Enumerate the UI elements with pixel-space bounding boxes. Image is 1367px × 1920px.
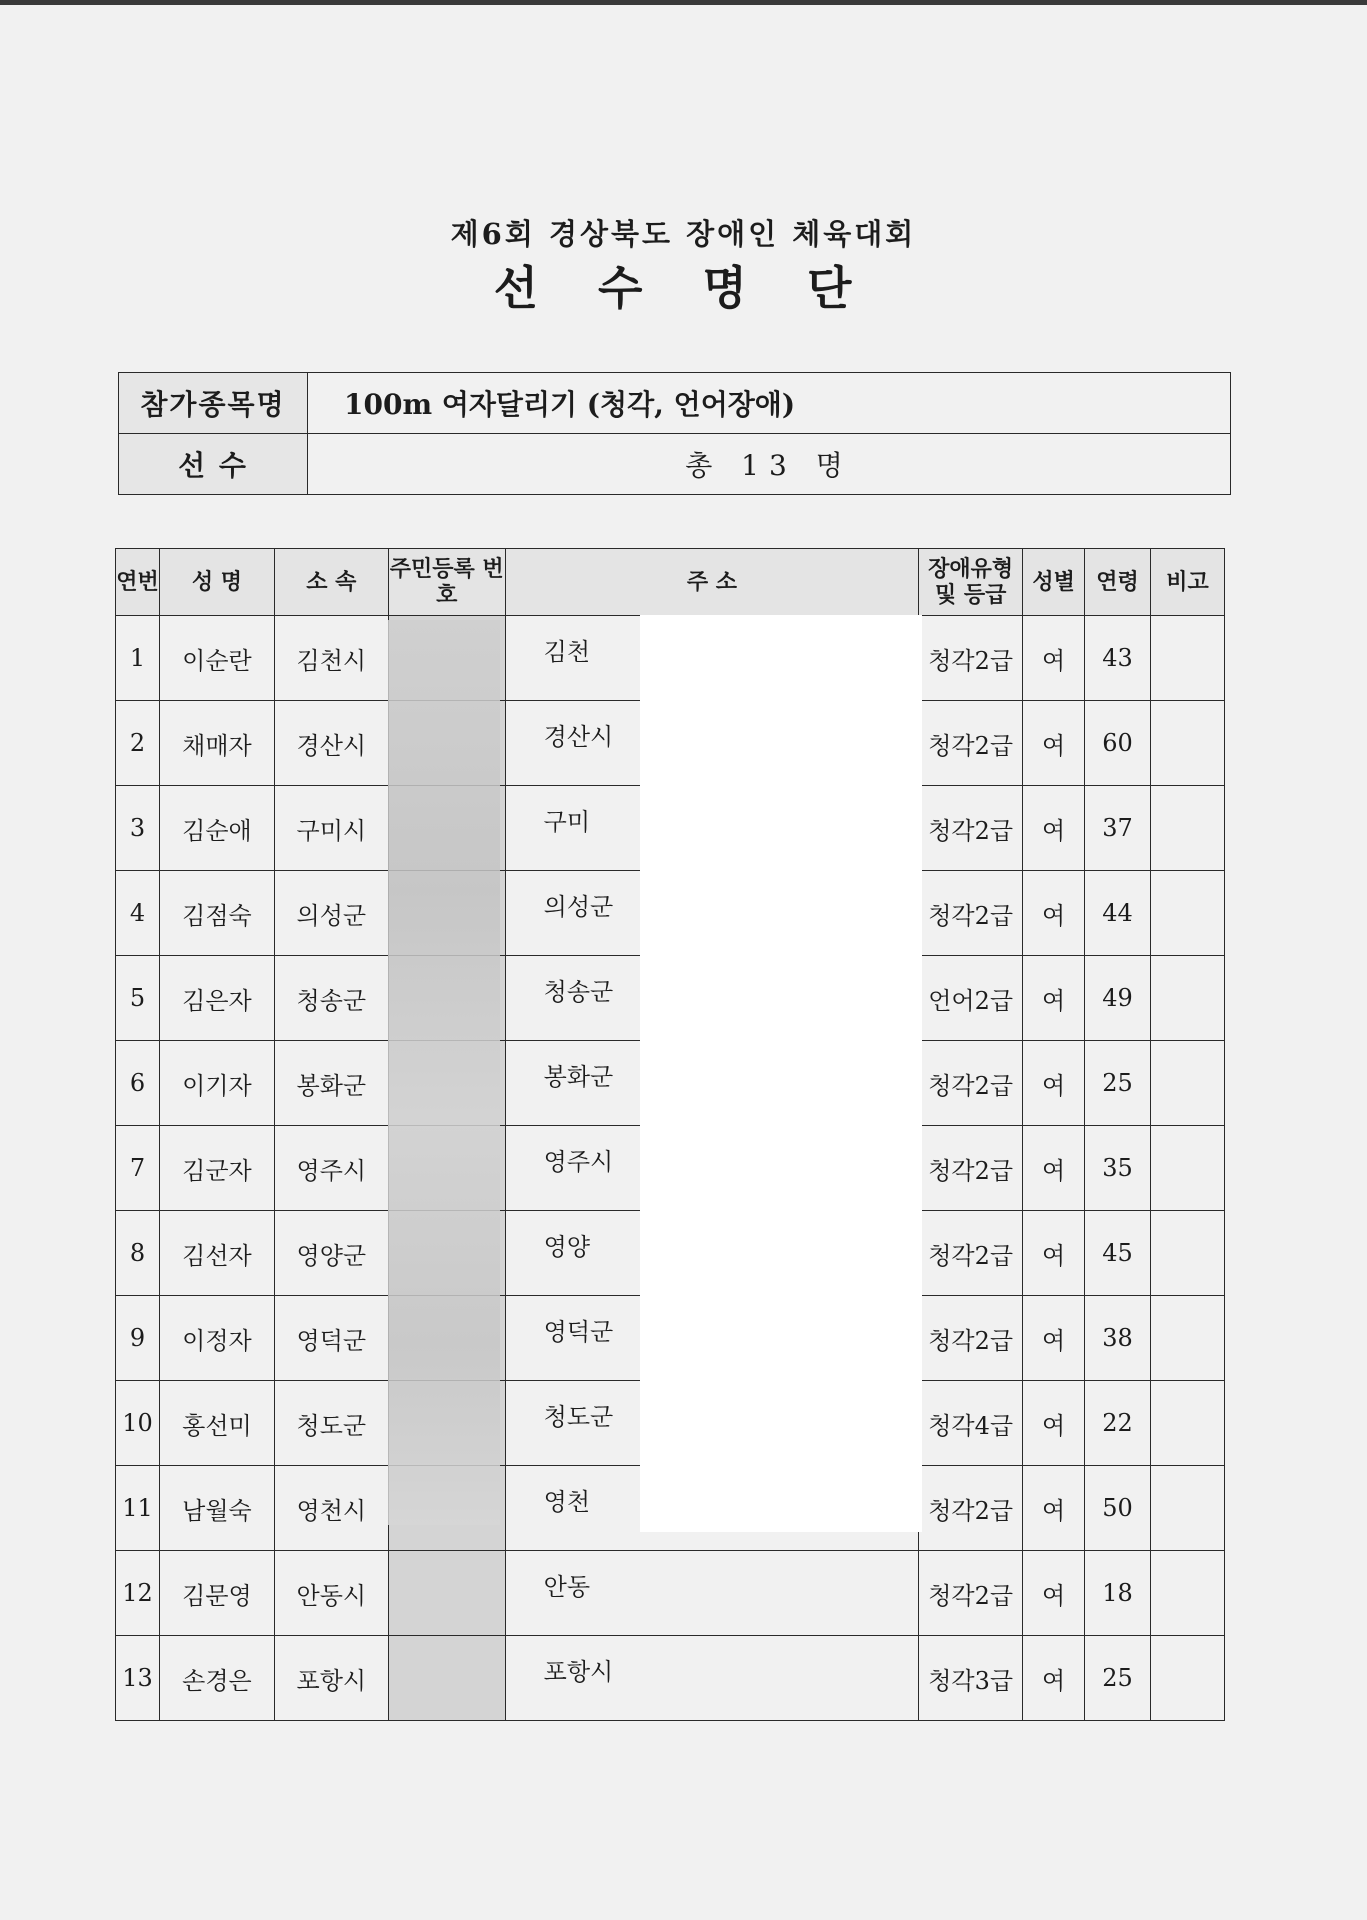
- event-value: 100m 여자달리기 (청각, 언어장애): [308, 373, 1231, 434]
- row-gender: 여: [1023, 616, 1085, 701]
- row-name: 손경은: [159, 1636, 274, 1721]
- header-gender: 성별: [1023, 549, 1085, 616]
- row-disability: 언어2급: [919, 956, 1023, 1041]
- row-no: 10: [116, 1381, 160, 1466]
- row-note: [1151, 1466, 1225, 1551]
- row-gender: 여: [1023, 1211, 1085, 1296]
- header-affiliation: 소 속: [274, 549, 388, 616]
- row-note: [1151, 1126, 1225, 1211]
- scan-top-edge: [0, 0, 1367, 5]
- row-affiliation: 청도군: [274, 1381, 388, 1466]
- row-no: 2: [116, 701, 160, 786]
- row-affiliation: 영주시: [274, 1126, 388, 1211]
- row-name: 김선자: [159, 1211, 274, 1296]
- row-gender: 여: [1023, 1041, 1085, 1126]
- row-no: 8: [116, 1211, 160, 1296]
- document-subtitle: 선 수 명 단: [493, 261, 874, 315]
- row-age: 49: [1085, 956, 1151, 1041]
- row-affiliation: 의성군: [274, 871, 388, 956]
- row-affiliation: 경산시: [274, 701, 388, 786]
- row-affiliation: 봉화군: [274, 1041, 388, 1126]
- row-address: 김천: [505, 616, 919, 701]
- row-disability: 청각2급: [919, 1551, 1023, 1636]
- row-note: [1151, 1296, 1225, 1381]
- row-disability: 청각2급: [919, 1041, 1023, 1126]
- row-age: 35: [1085, 1126, 1151, 1211]
- header-address: 주 소: [505, 549, 919, 616]
- row-address: 영주시: [505, 1126, 919, 1211]
- row-address: 경산시: [505, 701, 919, 786]
- row-name: 이순란: [159, 616, 274, 701]
- row-note: [1151, 956, 1225, 1041]
- event-label: 참가종목명: [119, 373, 308, 434]
- row-no: 3: [116, 786, 160, 871]
- row-address: 영양: [505, 1211, 919, 1296]
- table-row: [116, 1551, 1225, 1636]
- row-name: 김문영: [159, 1551, 274, 1636]
- row-age: 25: [1085, 1636, 1151, 1721]
- header-no: 연번: [116, 549, 160, 616]
- row-disability: 청각3급: [919, 1636, 1023, 1721]
- row-no: 12: [116, 1551, 160, 1636]
- row-gender: 여: [1023, 871, 1085, 956]
- row-name: 이정자: [159, 1296, 274, 1381]
- table-row: [116, 1636, 1225, 1721]
- row-age: 38: [1085, 1296, 1151, 1381]
- row-no: 13: [116, 1636, 160, 1721]
- row-name: 홍선미: [159, 1381, 274, 1466]
- row-disability: 청각2급: [919, 616, 1023, 701]
- header-id-number: 주민등록 번 호: [388, 549, 505, 616]
- row-address: 구미: [505, 786, 919, 871]
- row-name: 남월숙: [159, 1466, 274, 1551]
- row-address: 의성군: [505, 871, 919, 956]
- row-name: 김군자: [159, 1126, 274, 1211]
- row-affiliation: 구미시: [274, 786, 388, 871]
- row-id-number: [388, 1636, 505, 1721]
- row-age: 44: [1085, 871, 1151, 956]
- row-note: [1151, 786, 1225, 871]
- row-age: 22: [1085, 1381, 1151, 1466]
- row-disability: 청각2급: [919, 871, 1023, 956]
- row-disability: 청각2급: [919, 786, 1023, 871]
- row-name: 김점숙: [159, 871, 274, 956]
- row-note: [1151, 1381, 1225, 1466]
- row-no: 7: [116, 1126, 160, 1211]
- row-no: 6: [116, 1041, 160, 1126]
- row-gender: 여: [1023, 956, 1085, 1041]
- row-id-number: [388, 1551, 505, 1636]
- row-disability: 청각2급: [919, 1296, 1023, 1381]
- row-name: 김순애: [159, 786, 274, 871]
- row-gender: 여: [1023, 1636, 1085, 1721]
- row-age: 25: [1085, 1041, 1151, 1126]
- row-disability: 청각2급: [919, 1211, 1023, 1296]
- event-row: [119, 373, 1231, 434]
- row-disability: 청각2급: [919, 1466, 1023, 1551]
- row-address: 안동: [505, 1551, 919, 1636]
- row-note: [1151, 1636, 1225, 1721]
- row-gender: 여: [1023, 786, 1085, 871]
- row-gender: 여: [1023, 1296, 1085, 1381]
- document-title: 제6회 경상북도 장애인 체육대회: [450, 217, 917, 251]
- row-note: [1151, 871, 1225, 956]
- row-disability: 청각2급: [919, 1126, 1023, 1211]
- row-age: 37: [1085, 786, 1151, 871]
- row-gender: 여: [1023, 1466, 1085, 1551]
- row-no: 11: [116, 1466, 160, 1551]
- header-age: 연령: [1085, 549, 1151, 616]
- row-affiliation: 청송군: [274, 956, 388, 1041]
- row-name: 이기자: [159, 1041, 274, 1126]
- row-note: [1151, 701, 1225, 786]
- row-name: 김은자: [159, 956, 274, 1041]
- row-affiliation: 포항시: [274, 1636, 388, 1721]
- header-note: 비고: [1151, 549, 1225, 616]
- row-address: 영천: [505, 1466, 919, 1551]
- row-no: 1: [116, 616, 160, 701]
- row-gender: 여: [1023, 1381, 1085, 1466]
- roster-header-row: [116, 549, 1225, 616]
- row-address: 영덕군: [505, 1296, 919, 1381]
- header-name: 성 명: [159, 549, 274, 616]
- row-affiliation: 영천시: [274, 1466, 388, 1551]
- row-age: 43: [1085, 616, 1151, 701]
- players-value: 총 13 명: [308, 434, 1231, 495]
- players-label: 선 수: [119, 434, 308, 495]
- row-note: [1151, 1211, 1225, 1296]
- row-note: [1151, 1041, 1225, 1126]
- row-gender: 여: [1023, 701, 1085, 786]
- row-note: [1151, 1551, 1225, 1636]
- row-age: 60: [1085, 701, 1151, 786]
- row-affiliation: 안동시: [274, 1551, 388, 1636]
- redacted-id-numbers: [388, 620, 500, 1525]
- row-note: [1151, 616, 1225, 701]
- row-affiliation: 영양군: [274, 1211, 388, 1296]
- row-address: 포항시: [505, 1636, 919, 1721]
- row-age: 45: [1085, 1211, 1151, 1296]
- row-gender: 여: [1023, 1551, 1085, 1636]
- row-disability: 청각4급: [919, 1381, 1023, 1466]
- row-gender: 여: [1023, 1126, 1085, 1211]
- row-no: 5: [116, 956, 160, 1041]
- row-address: 청도군: [505, 1381, 919, 1466]
- row-age: 50: [1085, 1466, 1151, 1551]
- row-age: 18: [1085, 1551, 1151, 1636]
- row-no: 4: [116, 871, 160, 956]
- redacted-addresses: [640, 615, 922, 1532]
- players-row: [119, 434, 1231, 495]
- header-disability: 장애유형 및 등급: [919, 549, 1023, 616]
- row-affiliation: 김천시: [274, 616, 388, 701]
- row-disability: 청각2급: [919, 701, 1023, 786]
- row-affiliation: 영덕군: [274, 1296, 388, 1381]
- event-info-table: [118, 372, 1231, 495]
- row-name: 채매자: [159, 701, 274, 786]
- row-no: 9: [116, 1296, 160, 1381]
- row-address: 청송군: [505, 956, 919, 1041]
- row-address: 봉화군: [505, 1041, 919, 1126]
